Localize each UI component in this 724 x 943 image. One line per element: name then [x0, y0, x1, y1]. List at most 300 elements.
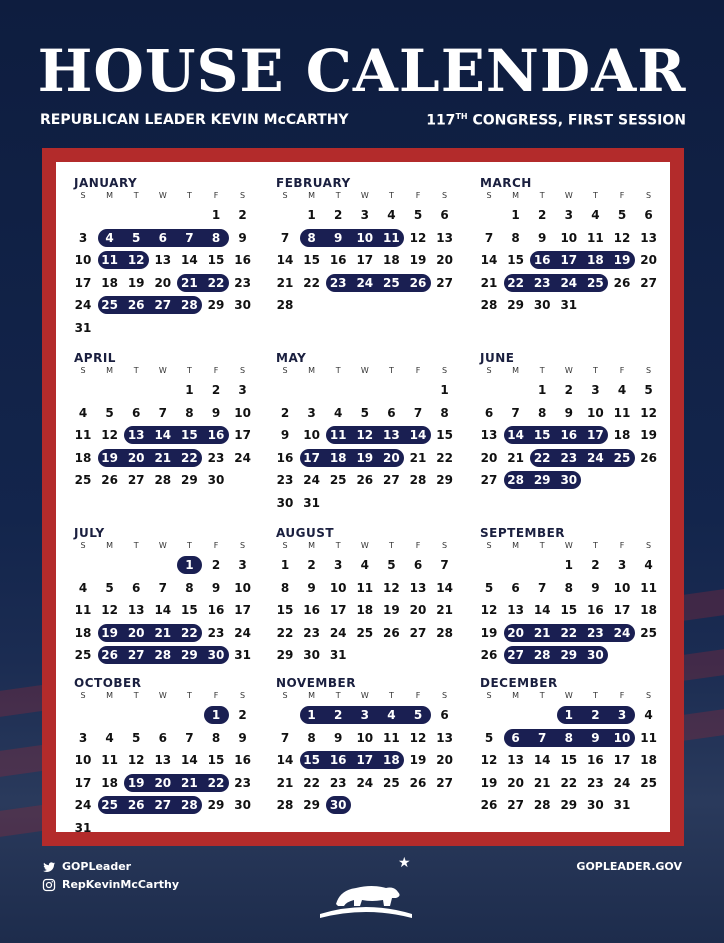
weekday-label: S [646, 541, 652, 550]
calendar-day: 5 [413, 208, 423, 222]
session-day: 8 [307, 230, 316, 245]
month-name: JANUARY [74, 176, 138, 190]
session-day: 16 [533, 253, 551, 267]
calendar-day: 6 [132, 405, 141, 420]
calendar-day: 6 [440, 208, 449, 222]
weekday-label: T [133, 191, 139, 200]
calendar-day: 22 [436, 450, 453, 465]
weekday-label: T [186, 541, 192, 550]
calendar-day: 12 [480, 753, 498, 767]
session-day: 10 [613, 730, 631, 745]
calendar-day: 9 [591, 580, 600, 595]
calendar-day: 21 [507, 450, 524, 465]
session-day: 12 [127, 253, 145, 267]
congress-subtitle [426, 112, 686, 129]
calendar-day: 11 [383, 730, 400, 745]
instagram-icon [42, 878, 56, 892]
calendar-day: 19 [409, 753, 427, 767]
calendar-day: 5 [484, 580, 494, 595]
session-day: 3 [617, 708, 627, 722]
instagram-handle-text: RepKevinMcCarthy [62, 878, 180, 891]
weekday-label: W [158, 191, 167, 200]
calendar-day: 21 [436, 603, 453, 617]
leader-subtitle: REPUBLICAN LEADER KEVIN McCARTHY [40, 112, 349, 128]
calendar-day: 28 [154, 473, 172, 487]
session-day: 22 [533, 450, 551, 465]
month-name: NOVEMBER [276, 676, 356, 690]
session-day: 21 [533, 625, 551, 640]
calendar-day: 17 [613, 603, 631, 617]
calendar-day: 31 [234, 648, 251, 662]
session-day: 8 [211, 230, 221, 245]
calendar-day: 14 [533, 753, 551, 767]
calendar-day: 23 [234, 775, 251, 790]
calendar-day: 2 [238, 208, 247, 222]
weekday-label: S [486, 366, 492, 375]
calendar-day: 2 [307, 558, 316, 572]
weekday-label: T [592, 366, 598, 375]
calendar-day: 26 [101, 473, 118, 487]
calendar-day: 26 [409, 775, 427, 790]
session-day: 16 [560, 428, 578, 442]
calendar-panel [56, 162, 670, 835]
session-day: 18 [329, 450, 347, 465]
instagram-handle[interactable] [42, 878, 179, 892]
twitter-handle-text: GOPLeader [62, 860, 132, 873]
calendar-day: 22 [303, 775, 320, 790]
month-name: MAY [276, 351, 307, 365]
calendar-day: 26 [613, 275, 631, 290]
session-day: 15 [533, 428, 551, 442]
calendar-day: 7 [511, 405, 520, 420]
twitter-icon [42, 860, 56, 874]
calendar-day: 10 [74, 753, 92, 767]
session-day: 28 [507, 473, 524, 487]
session-day: 11 [383, 230, 400, 245]
calendar-day: 10 [234, 405, 251, 420]
calendar-day: 3 [238, 383, 247, 397]
calendar-day: 18 [356, 603, 374, 617]
session-day: 15 [181, 428, 198, 442]
calendar-day: 3 [78, 730, 88, 745]
calendar-day: 17 [329, 603, 347, 617]
weekday-label: S [646, 366, 652, 375]
calendar-day: 18 [383, 253, 400, 267]
calendar-day: 1 [511, 208, 520, 222]
session-day: 8 [564, 730, 573, 745]
weekday-label: S [442, 366, 448, 375]
calendar-day: 12 [127, 753, 145, 767]
calendar-day: 20 [154, 275, 172, 290]
calendar-day: 5 [387, 558, 396, 572]
weekday-label: S [442, 691, 448, 700]
calendar-day: 15 [436, 428, 453, 442]
calendar-day: 24 [74, 798, 92, 812]
weekday-label: T [186, 191, 192, 200]
calendar-day: 4 [360, 558, 369, 572]
calendar-day: 20 [409, 603, 427, 617]
session-day: 22 [181, 450, 198, 465]
calendar-day: 11 [640, 580, 657, 595]
calendar-day: 17 [74, 775, 92, 790]
weekday-label: T [539, 366, 545, 375]
calendar-day: 24 [74, 298, 92, 312]
session-day: 19 [101, 450, 118, 465]
weekday-label: S [80, 366, 86, 375]
session-day: 23 [329, 275, 347, 290]
session-day: 20 [154, 775, 172, 790]
twitter-handle[interactable] [42, 860, 131, 874]
weekday-label: S [80, 541, 86, 550]
weekday-label: W [564, 541, 573, 550]
weekday-label: T [335, 541, 341, 550]
calendar-day: 31 [329, 648, 347, 662]
calendar-day: 4 [334, 405, 343, 420]
calendar-day: 22 [303, 275, 320, 290]
weekday-label: M [106, 366, 114, 375]
session-day: 25 [587, 275, 604, 290]
calendar-day: 10 [234, 580, 251, 595]
session-day: 24 [560, 275, 578, 290]
calendar-day: 18 [613, 428, 631, 442]
session-day: 12 [356, 428, 374, 442]
calendar-day: 2 [591, 558, 600, 572]
weekday-label: W [360, 541, 369, 550]
weekday-label: W [360, 191, 369, 200]
weekday-label: W [564, 691, 573, 700]
session-day: 26 [127, 298, 145, 312]
calendar-day: 21 [409, 450, 427, 465]
session-day: 16 [207, 428, 225, 442]
weekday-label: S [486, 191, 492, 200]
calendar-day: 6 [511, 580, 520, 595]
weekday-label: S [240, 541, 246, 550]
calendar-day: 27 [480, 473, 498, 487]
calendar-day: 23 [303, 625, 320, 640]
weekday-label: M [106, 541, 114, 550]
month-name: AUGUST [276, 526, 335, 540]
calendar-day: 10 [356, 730, 374, 745]
calendar-day: 1 [211, 208, 221, 222]
calendar-day: 6 [484, 405, 494, 420]
calendar-day: 20 [436, 253, 453, 267]
calendar-day: 14 [181, 253, 198, 267]
calendar-day: 8 [511, 230, 520, 245]
weekday-label: W [360, 366, 369, 375]
calendar-day: 11 [101, 753, 118, 767]
calendar-day: 20 [640, 253, 657, 267]
session-day: 20 [383, 450, 400, 465]
session-day: 23 [587, 625, 604, 640]
session-day: 21 [181, 275, 198, 290]
session-day: 23 [533, 275, 551, 290]
bear-logo-icon [316, 870, 416, 926]
session-day: 25 [383, 275, 400, 290]
session-day: 2 [591, 708, 600, 722]
session-day: 22 [507, 275, 524, 290]
session-day: 7 [185, 230, 194, 245]
calendar-day: 5 [484, 730, 494, 745]
calendar-day: 29 [560, 798, 578, 812]
calendar-day: 12 [409, 230, 427, 245]
calendar-day: 12 [613, 230, 631, 245]
calendar-day: 29 [207, 798, 225, 812]
weekday-label: T [539, 691, 545, 700]
calendar-day: 24 [234, 625, 251, 640]
weekday-label: S [646, 691, 652, 700]
calendar-day: 3 [617, 558, 627, 572]
calendar-day: 2 [334, 208, 343, 222]
calendar-day: 11 [587, 230, 604, 245]
calendar-day: 15 [560, 603, 578, 617]
calendar-day: 25 [356, 625, 374, 640]
session-day: 14 [409, 428, 427, 442]
weekday-label: F [619, 691, 625, 700]
calendar-day: 7 [538, 580, 547, 595]
weekday-label: F [619, 366, 625, 375]
calendar-day: 30 [303, 648, 320, 662]
weekday-label: S [282, 541, 288, 550]
calendar-day: 11 [640, 730, 657, 745]
calendar-day: 29 [436, 473, 453, 487]
session-day: 24 [587, 450, 604, 465]
calendar-day: 24 [234, 450, 251, 465]
weekday-label: T [133, 366, 139, 375]
session-day: 7 [538, 730, 547, 745]
calendar-day: 16 [276, 450, 294, 465]
calendar-day: 6 [413, 558, 423, 572]
calendar-day: 9 [211, 580, 221, 595]
calendar-day: 23 [587, 775, 604, 790]
calendar-day: 30 [587, 798, 604, 812]
calendar-day: 4 [617, 383, 627, 397]
weekday-label: T [592, 541, 598, 550]
session-day: 20 [507, 625, 524, 640]
calendar-day: 16 [207, 603, 225, 617]
calendar-day: 17 [234, 428, 251, 442]
weekday-label: S [282, 366, 288, 375]
session-day: 9 [334, 230, 343, 245]
weekday-label: F [415, 191, 421, 200]
session-day: 2 [334, 708, 343, 722]
session-day: 20 [127, 450, 145, 465]
weekday-label: S [646, 191, 652, 200]
weekday-label: W [564, 191, 573, 200]
calendar-day: 20 [436, 753, 453, 767]
weekday-label: T [539, 541, 545, 550]
calendar-day: 26 [480, 648, 498, 662]
session-day: 5 [132, 230, 141, 245]
calendar-day: 25 [74, 473, 92, 487]
calendar-day: 5 [132, 730, 141, 745]
calendar-day: 19 [409, 253, 427, 267]
session-day: 9 [591, 730, 600, 745]
calendar-day: 9 [280, 428, 290, 442]
calendar-day: 8 [538, 405, 547, 420]
session-day: 21 [181, 775, 198, 790]
calendar-day: 9 [307, 580, 316, 595]
session-day: 30 [587, 648, 604, 662]
session-day: 6 [158, 230, 167, 245]
session-day: 11 [101, 253, 118, 267]
session-day: 21 [154, 450, 172, 465]
weekday-label: T [335, 691, 341, 700]
calendar-day: 26 [640, 450, 657, 465]
weekday-label: S [442, 191, 448, 200]
calendar-day: 13 [409, 580, 427, 595]
calendar-day: 10 [560, 230, 578, 245]
calendar-day: 14 [181, 753, 198, 767]
calendar-day: 14 [436, 580, 453, 595]
calendar-day: 5 [105, 580, 114, 595]
weekday-label: M [512, 191, 520, 200]
weekday-label: M [308, 191, 316, 200]
session-day: 1 [211, 708, 221, 722]
calendar-day: 17 [234, 603, 251, 617]
calendar-day: 4 [644, 708, 653, 722]
calendar-day: 24 [613, 775, 631, 790]
session-day: 1 [564, 708, 573, 722]
calendar-day: 3 [78, 230, 88, 245]
calendar-day: 11 [74, 428, 92, 442]
month-name: OCTOBER [74, 676, 142, 690]
calendar-day: 30 [234, 298, 251, 312]
session-day: 28 [181, 798, 198, 812]
calendar-day: 27 [436, 775, 453, 790]
calendar-day: 5 [644, 383, 653, 397]
calendar-day: 17 [613, 753, 631, 767]
calendar-day: 7 [280, 730, 290, 745]
weekday-label: W [158, 541, 167, 550]
congress-number: 117 [426, 112, 456, 129]
session-day: 24 [613, 625, 631, 640]
calendar-day: 26 [383, 625, 400, 640]
calendar-day: 14 [154, 603, 172, 617]
calendar-day: 4 [387, 208, 396, 222]
calendar-day: 13 [127, 603, 145, 617]
calendar-day: 20 [480, 450, 498, 465]
session-day: 11 [329, 428, 347, 442]
session-day: 1 [307, 708, 316, 722]
calendar-day: 5 [360, 405, 369, 420]
calendar-day: 16 [587, 753, 604, 767]
calendar-day: 16 [234, 253, 251, 267]
calendar-day: 18 [101, 775, 118, 790]
calendar-day: 5 [617, 208, 627, 222]
calendar-day: 18 [74, 625, 92, 640]
calendar-day: 10 [613, 580, 631, 595]
calendar-day: 7 [413, 405, 423, 420]
star-icon: ★ [398, 855, 411, 871]
calendar-day: 13 [480, 428, 498, 442]
calendar-day: 4 [591, 208, 600, 222]
calendar-day: 29 [276, 648, 294, 662]
weekday-label: M [106, 691, 114, 700]
calendar-day: 20 [507, 775, 524, 790]
weekday-label: S [486, 691, 492, 700]
calendar-day: 27 [127, 473, 145, 487]
calendar-day: 2 [238, 708, 247, 722]
session-day: 10 [356, 230, 374, 245]
calendar-day: 19 [640, 428, 657, 442]
calendar-day: 2 [211, 558, 221, 572]
calendar-day: 23 [207, 625, 225, 640]
session-day: 19 [356, 450, 374, 465]
weekday-label: S [240, 191, 246, 200]
calendar-day: 4 [644, 558, 653, 572]
session-day: 30 [560, 473, 578, 487]
calendar-day: 2 [564, 383, 573, 397]
weekday-label: F [415, 366, 421, 375]
calendar-day: 6 [440, 708, 449, 722]
weekday-label: S [282, 691, 288, 700]
calendar-day: 28 [480, 298, 498, 312]
session-day: 25 [101, 798, 118, 812]
session-day: 17 [356, 753, 374, 767]
calendar-day: 26 [356, 473, 374, 487]
calendar-day: 8 [307, 730, 316, 745]
calendar-day: 3 [238, 558, 247, 572]
calendar-day: 18 [640, 753, 657, 767]
calendar-day: 21 [276, 275, 294, 290]
session-day: 18 [587, 253, 604, 267]
calendar-day: 23 [276, 473, 294, 487]
calendar-day: 3 [591, 383, 600, 397]
session-day: 4 [105, 230, 114, 245]
calendar-day: 31 [74, 320, 92, 335]
calendar-day: 27 [507, 798, 524, 812]
calendar-day: 30 [276, 495, 294, 510]
calendar-day: 31 [303, 495, 320, 510]
calendar-day: 4 [105, 730, 114, 745]
session-day: 16 [329, 753, 347, 767]
calendar-day: 30 [533, 298, 551, 312]
weekday-label: W [158, 366, 167, 375]
month-name: MARCH [480, 176, 532, 190]
calendar-day: 10 [587, 405, 604, 420]
weekday-label: T [388, 191, 394, 200]
calendar-day: 15 [303, 253, 320, 267]
weekday-label: F [619, 541, 625, 550]
session-day: 22 [181, 625, 198, 640]
calendar-day: 29 [181, 473, 198, 487]
weekday-label: M [512, 366, 520, 375]
weekday-label: S [486, 541, 492, 550]
weekday-label: T [335, 191, 341, 200]
calendar-day: 9 [334, 730, 343, 745]
calendar-day: 12 [101, 428, 118, 442]
calendar-day: 13 [436, 230, 453, 245]
calendar-day: 7 [484, 230, 494, 245]
website-link[interactable]: GOPLEADER.GOV [576, 860, 682, 873]
session-day: 17 [587, 428, 604, 442]
session-day: 22 [207, 775, 225, 790]
weekday-label: T [133, 541, 139, 550]
session-day: 6 [511, 730, 520, 745]
calendar-day: 31 [613, 798, 631, 812]
calendar-day: 31 [560, 298, 578, 312]
session-day: 14 [154, 428, 172, 442]
calendar-day: 1 [564, 558, 573, 572]
session-day: 13 [383, 428, 400, 442]
calendar-day: 13 [154, 253, 172, 267]
session-day: 13 [127, 428, 145, 442]
month-name: DECEMBER [480, 676, 558, 690]
session-day: 18 [383, 753, 400, 767]
calendar-day: 8 [185, 405, 194, 420]
session-day: 19 [127, 775, 145, 790]
calendar-day: 15 [276, 603, 294, 617]
